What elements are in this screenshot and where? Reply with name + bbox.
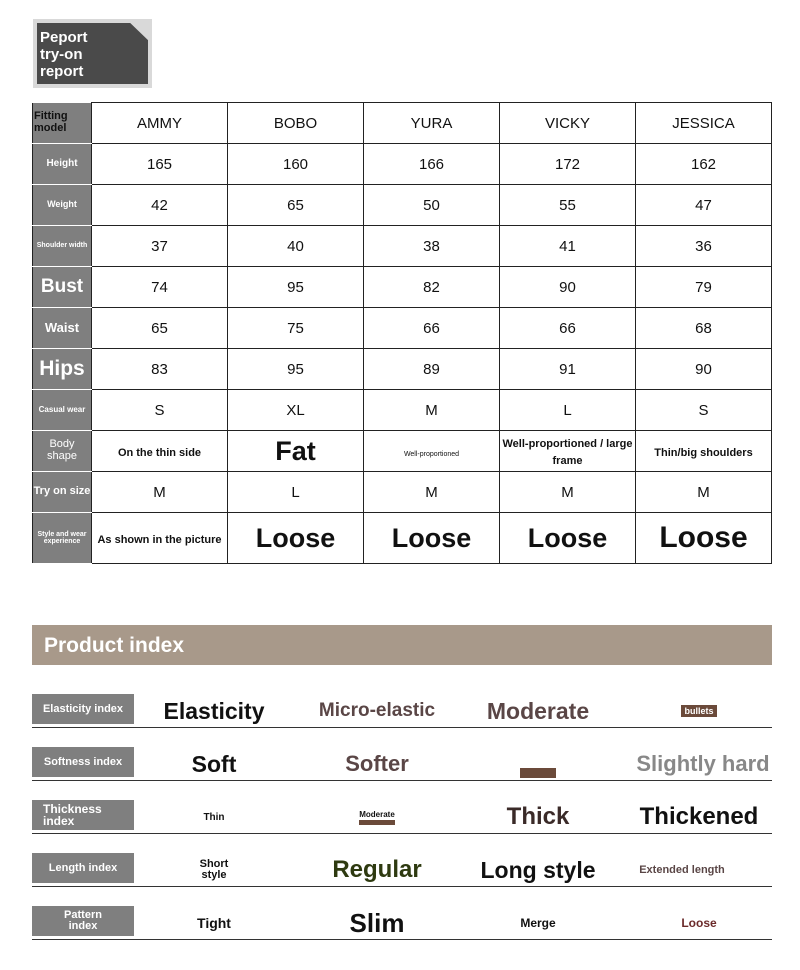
model-name: YURA [364, 103, 500, 144]
index-label: Elasticity index [32, 694, 134, 724]
row-label: Body shape [33, 431, 92, 472]
cell-value: 95 [228, 349, 364, 390]
cell-value: M [364, 472, 500, 513]
cell-value: 47 [636, 185, 772, 226]
cell-value: Loose [500, 513, 636, 564]
option-tag: bullets [681, 705, 716, 717]
cell-value: 90 [500, 267, 636, 308]
index-option [629, 694, 769, 728]
index-label: Softness index [32, 747, 134, 777]
index-label: Thickness index [32, 800, 134, 830]
index-option: Slim [349, 907, 405, 938]
table-row [33, 513, 772, 564]
cell-value: Thin/big shoulders [636, 431, 772, 472]
cell-value: 55 [500, 185, 636, 226]
cell-value: 41 [500, 226, 636, 267]
report-title: Peport try-on report [40, 29, 88, 80]
table-row [33, 185, 772, 226]
cell-value: 42 [92, 185, 228, 226]
table-row [33, 390, 772, 431]
table-row [33, 144, 772, 185]
table-row [33, 226, 772, 267]
product-index-band [32, 625, 772, 665]
row-divider [32, 833, 772, 834]
cell-value: 40 [228, 226, 364, 267]
cell-value: Loose [364, 513, 500, 564]
cell-value: M [92, 472, 228, 513]
index-option: Short style [199, 858, 229, 881]
cell-value: On the thin side [92, 431, 228, 472]
table-row [33, 431, 772, 472]
row-label: Style and wear experience [33, 513, 92, 564]
index-option: Regular [332, 856, 422, 883]
index-option: Thick [506, 803, 570, 830]
index-row [32, 800, 772, 834]
index-row [32, 694, 772, 728]
cell-value: Well-proportioned / large frame [500, 431, 636, 472]
cell-value: 83 [92, 349, 228, 390]
model-name: AMMY [92, 103, 228, 144]
cell-value: 79 [636, 267, 772, 308]
row-label: Try on size [33, 472, 92, 513]
index-option: Softer [345, 751, 409, 776]
cell-value: 162 [636, 144, 772, 185]
cell-value: 37 [92, 226, 228, 267]
row-label: Height [33, 144, 92, 185]
cell-value: 95 [228, 267, 364, 308]
row-label: Shoulder width [33, 226, 92, 267]
cell-value: 82 [364, 267, 500, 308]
row-label: Casual wear [33, 390, 92, 431]
index-row [32, 747, 772, 781]
cell-value: 75 [228, 308, 364, 349]
index-row [32, 853, 772, 887]
option-tag [520, 768, 556, 778]
cell-value: 65 [228, 185, 364, 226]
row-label: Waist [33, 308, 92, 349]
cell-value: 90 [636, 349, 772, 390]
cell-value: 160 [228, 144, 364, 185]
model-name: JESSICA [636, 103, 772, 144]
table-row [33, 308, 772, 349]
cell-value: 65 [92, 308, 228, 349]
cell-value: Fat [228, 431, 364, 472]
index-option: Loose [681, 916, 717, 930]
index-option: Thickened [639, 803, 759, 830]
table-header-row [33, 103, 772, 144]
cell-value: XL [228, 390, 364, 431]
index-option: Micro-elastic [318, 700, 436, 721]
cell-value: S [92, 390, 228, 431]
index-option: Soft [191, 750, 237, 777]
report-title-tag [33, 19, 152, 88]
cell-value: 66 [500, 308, 636, 349]
index-option: Extended length [639, 864, 725, 876]
row-divider [32, 886, 772, 887]
index-row [32, 906, 772, 940]
index-option: Slightly hard [636, 751, 770, 776]
cell-value: M [364, 390, 500, 431]
cell-value: M [636, 472, 772, 513]
row-label: Weight [33, 185, 92, 226]
index-option [307, 800, 447, 834]
option-tag: Moderate [359, 810, 395, 825]
row-divider [32, 727, 772, 728]
cell-value: 166 [364, 144, 500, 185]
index-label: Length index [32, 853, 134, 883]
cell-value: 66 [364, 308, 500, 349]
cell-value: 74 [92, 267, 228, 308]
row-label: Hips [33, 349, 92, 390]
cell-value: Loose [228, 513, 364, 564]
corner-label: Fitting model [33, 103, 92, 144]
table-row [33, 472, 772, 513]
cell-value: M [500, 472, 636, 513]
cell-value: Well-proportioned [364, 431, 500, 472]
cell-value: 68 [636, 308, 772, 349]
cell-value: S [636, 390, 772, 431]
index-option: Elasticity [163, 697, 265, 724]
cell-value: L [228, 472, 364, 513]
cell-value: 50 [364, 185, 500, 226]
model-name: VICKY [500, 103, 636, 144]
cell-value: 91 [500, 349, 636, 390]
cell-value: As shown in the picture [92, 513, 228, 564]
cell-value: 38 [364, 226, 500, 267]
index-option [468, 747, 608, 781]
fitting-table [32, 102, 772, 564]
model-name: BOBO [228, 103, 364, 144]
table-row [33, 349, 772, 390]
table-row [33, 267, 772, 308]
cell-value: 165 [92, 144, 228, 185]
index-option: Tight [197, 915, 231, 931]
row-divider [32, 780, 772, 781]
index-option: Thin [203, 811, 225, 823]
index-option: Long style [480, 856, 596, 883]
product-index-title: Product index [44, 634, 185, 657]
cell-value: 36 [636, 226, 772, 267]
cell-value: L [500, 390, 636, 431]
index-option: Merge [520, 916, 556, 930]
cell-value: 172 [500, 144, 636, 185]
cell-value: Loose [636, 513, 772, 564]
index-label: Pattern index [32, 906, 134, 936]
index-option: Moderate [486, 697, 590, 724]
cell-value: 89 [364, 349, 500, 390]
row-label: Bust [33, 267, 92, 308]
row-divider [32, 939, 772, 940]
